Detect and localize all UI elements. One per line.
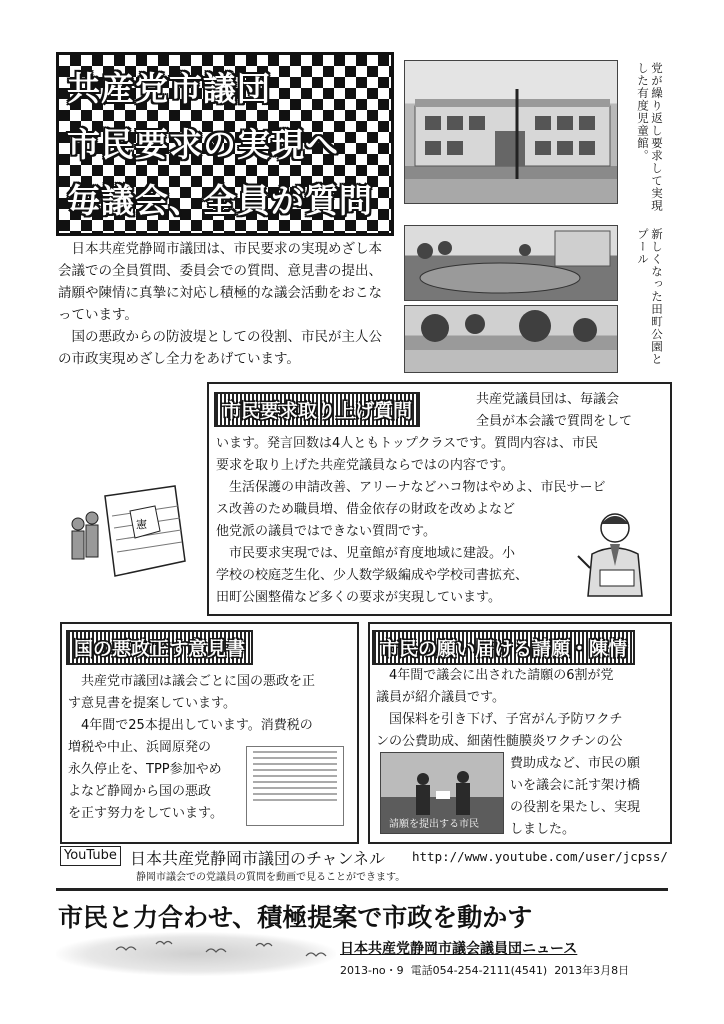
section-questions-line-2: 全員が本会議で質問をして [476, 414, 633, 429]
footer-organization: 日本共産党静岡市議会議員団ニュース [340, 941, 578, 957]
headline-banner [56, 52, 394, 236]
children-center-photo [404, 60, 618, 204]
pool-photo [404, 225, 618, 301]
intro-paragraph-2: 国の悪政からの防波堤としての役割、市民が主人公の市政実現めざし全力をあげています。 [58, 329, 382, 367]
youtube-logo[interactable]: YouTube [60, 846, 121, 866]
footer-issue: 2013-no・9 [340, 964, 404, 977]
section-questions-line-6: ス改善のため職員増、借金依存の財政を改めよなど [216, 502, 516, 517]
section-opinions-line-1: 共産党市議団は議会ごとに国の悪政を正 [68, 674, 316, 689]
building-image [405, 61, 617, 203]
section-opinions-line-6: よなど静岡から国の悪政 [68, 784, 212, 799]
section-questions-line-8: 市民要求実現では、児童館が育度地域に建設。小 [216, 546, 516, 561]
speaker-icon [570, 506, 660, 602]
headline-line-3: 毎議会、全員が質問 [67, 181, 373, 220]
youtube-note: 静岡市議会での党議員の質問を動画で見ることができます。 [136, 872, 406, 883]
footer-divider [56, 888, 668, 891]
section-opinions-heading: 国の悪政正す意見書 [66, 630, 253, 665]
photo-caption-2: 新しくなった田町公園とプール [636, 228, 664, 366]
section-petitions-line-1: 4年間で議会に出された請願の6割が党 [376, 668, 614, 683]
footer-date: 2013年3月8日 [554, 964, 630, 977]
intro-text [58, 238, 392, 370]
documents-illustration [60, 476, 190, 586]
section-questions-line-10: 田町公園整備など多くの要求が実現しています。 [216, 590, 501, 605]
footer-phone: 電話054-254-2111(4541) [410, 964, 548, 977]
section-petitions-line-4: ンの公費助成、細菌性髄膜炎ワクチンの公 [376, 734, 623, 749]
pool-image [405, 226, 617, 300]
youtube-channel-name: 日本共産党静岡市議団のチャンネル [130, 849, 386, 868]
section-questions-line-3: います。発言回数は4人ともトップクラスです。質問内容は、市民 [216, 436, 599, 451]
opinion-document-thumbnail [246, 746, 344, 826]
section-questions-line-4: 要求を取り上げた共産党議員ならではの内容です。 [216, 458, 514, 473]
section-petitions-side-2: いを議会に託す架け橋 [510, 778, 641, 793]
illustration-label: 憲 [136, 518, 147, 531]
section-petitions-line-3: 国保料を引き下げ、子宮がん予防ワクチ [376, 712, 623, 727]
headline-line-1: 共産党市議団 [67, 69, 271, 108]
park-photo [404, 305, 618, 373]
section-petitions-line-2: 議員が紹介議員です。 [376, 690, 505, 705]
headline-line-2: 市民要求の実現へ [67, 125, 339, 164]
documents-icon [60, 476, 190, 586]
section-opinions-line-5: 永久停止を、TPP参加やめ [68, 762, 222, 777]
petition-photo-caption: 請願を提出する市民 [389, 819, 479, 830]
park-image [405, 306, 617, 372]
section-petitions-side-3: の役割を果たし、実現 [510, 800, 641, 815]
youtube-url-link[interactable]: http://www.youtube.com/user/jcpss/ [412, 849, 668, 864]
section-opinions-line-7: を正す努力をしています。 [68, 806, 223, 821]
petition-photo [380, 752, 504, 834]
section-petitions-side-1: 費助成など、市民の願 [510, 756, 641, 771]
footer-issue-line [340, 962, 629, 978]
section-questions-line-9: 学校の校庭芝生化、少人数学級編成や学校司書拡充、 [216, 568, 529, 583]
section-questions-line-1: 共産党議員団は、毎議会 [476, 392, 620, 407]
intro-paragraph-1: 日本共産党静岡市議団は、市民要求の実現めざし本会議での全員質問、委員会での質問、意見書の提出、請願や陳情に真摯に対応し積極的な議会活動をおこなっています。 [58, 241, 382, 323]
section-questions-heading: 市民要求取り上げ質問 [214, 392, 420, 427]
cloud-decoration [56, 932, 336, 976]
section-petitions-heading: 市民の願い届ける請願・陳情 [372, 630, 635, 665]
section-opinions-line-4: 増税や中止、浜岡原発の [68, 740, 212, 755]
section-petitions-side-4: しました。 [510, 822, 576, 837]
speaker-illustration [570, 506, 660, 602]
photo-caption-1: 党が繰り返し要求して実現した有度児童館。 [636, 62, 664, 212]
section-questions-line-7: 他党派の議員ではできない質問です。 [216, 524, 436, 539]
section-opinions-line-3: 4年間で25本提出しています。消費税の [68, 718, 313, 733]
section-questions-line-5: 生活保護の申請改善、アリーナなどハコ物はやめよ、市民サービ [216, 480, 606, 495]
birds-icon [56, 932, 336, 976]
section-opinions-line-2: す意見書を提案しています。 [68, 696, 236, 711]
footer-slogan: 市民と力合わせ、積極提案で市政を動かす [58, 903, 533, 932]
